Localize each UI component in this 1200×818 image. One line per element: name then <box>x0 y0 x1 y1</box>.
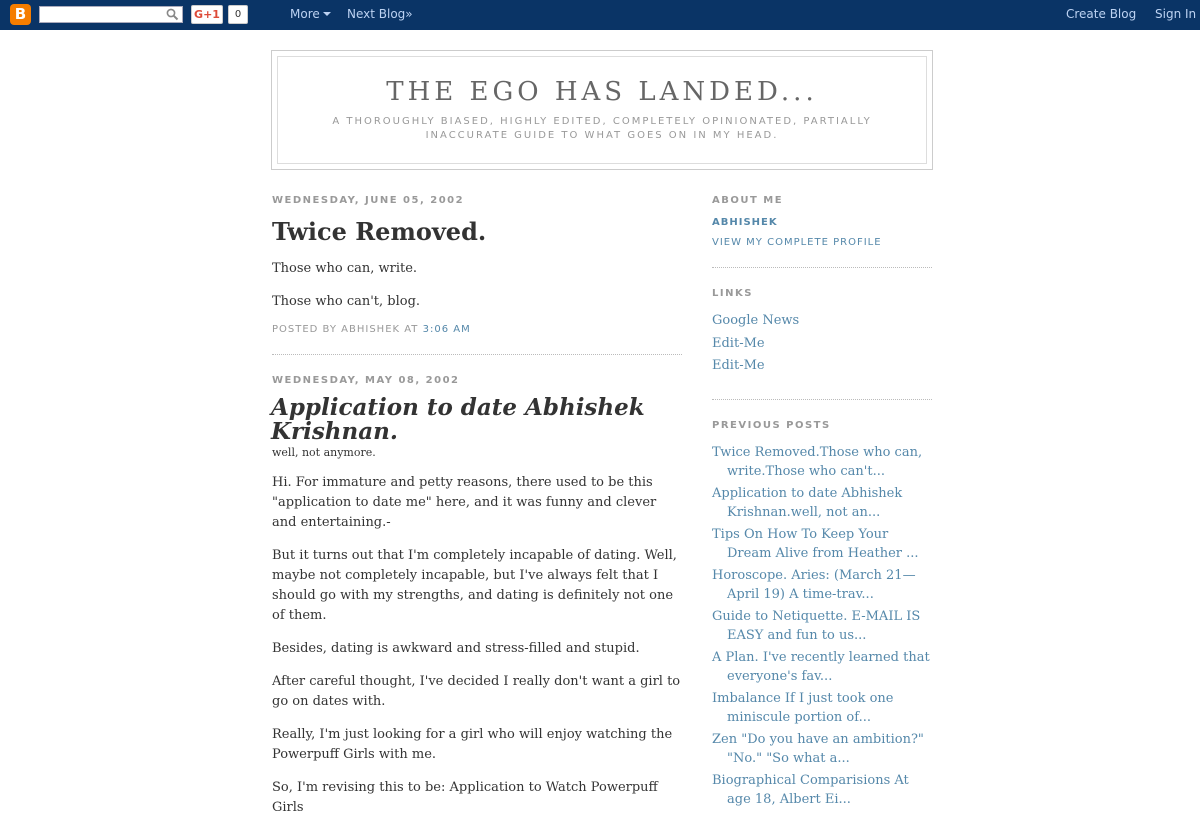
previous-post-link[interactable]: Guide to Netiquette. E-MAIL IS EASY and fun to us... <box>712 608 921 643</box>
google-plus-one-button[interactable]: G+1 <box>191 5 223 24</box>
sign-in-link[interactable]: Sign In <box>1155 7 1197 21</box>
post-body <box>272 446 684 818</box>
profile-name-link[interactable]: ABHISHEK <box>712 217 778 228</box>
post-body <box>272 259 684 312</box>
previous-post-link[interactable]: Biographical Comparisions At age 18, Albert Ei... <box>712 772 909 807</box>
post-paragraph: So, I'm revising this to be: Application to Watch Powerpuff Girls <box>272 780 658 815</box>
view-profile-link[interactable]: VIEW MY COMPLETE PROFILE <box>712 237 882 248</box>
blog-description: A THOROUGHLY BIASED, HIGHLY EDITED, COMPLETELY OPINIONATED, PARTIALLY INACCURATE GUIDE TO WHAT GOES ON IN MY HEAD. <box>332 116 872 141</box>
search-input[interactable] <box>42 7 160 22</box>
sidebar-divider <box>712 399 932 400</box>
link-item <box>712 333 934 356</box>
link-item <box>712 310 934 333</box>
previous-post-item <box>712 484 934 522</box>
search-icon[interactable] <box>166 8 179 21</box>
post-paragraph: Those who can't, blog. <box>272 294 421 309</box>
google-plus-count: 0 <box>228 5 248 24</box>
google-news-link[interactable]: Google News <box>712 313 800 328</box>
post-date: WEDNESDAY, JUNE 05, 2002 <box>272 195 465 206</box>
previous-post-link[interactable]: Horoscope. Aries: (March 21—April 19) A time-trav... <box>712 567 916 602</box>
post-date: WEDNESDAY, MAY 08, 2002 <box>272 375 460 386</box>
post <box>272 396 684 818</box>
previous-post-link[interactable]: Twice Removed.Those who can, write.Those who can't... <box>712 444 923 479</box>
post-divider <box>272 354 682 355</box>
previous-posts-heading: PREVIOUS POSTS <box>712 419 831 431</box>
post-title: Twice Removed. <box>272 217 487 246</box>
post-subtitle: well, not anymore. <box>272 446 376 459</box>
previous-post-item <box>712 730 934 768</box>
sidebar <box>712 195 934 812</box>
previous-post-item <box>712 525 934 563</box>
search-box[interactable] <box>39 6 183 23</box>
previous-post-link[interactable]: Imbalance If I just took one miniscule portion of... <box>712 690 894 725</box>
previous-post-link[interactable]: Application to date Abhishek Krishnan.well, not an... <box>712 485 903 520</box>
caret-down-icon <box>323 12 331 16</box>
previous-post-item <box>712 648 934 686</box>
about-me-heading: ABOUT ME <box>712 195 784 206</box>
post-paragraph: But it turns out that I'm completely incapable of dating. Well, maybe not completely incapable, but I've always felt that I should go with my strengths, and dating is definitely not one of them. <box>272 548 677 623</box>
post-paragraph: Those who can, write. <box>272 261 418 276</box>
previous-post-item <box>712 607 934 645</box>
previous-post-link[interactable]: Tips On How To Keep Your Dream Alive from Heather ... <box>712 526 919 561</box>
sidebar-divider <box>712 267 932 268</box>
post-footer <box>272 324 684 335</box>
more-label: More <box>290 7 320 21</box>
main-column <box>272 195 684 818</box>
previous-post-item <box>712 771 934 809</box>
create-blog-link[interactable]: Create Blog <box>1066 7 1137 21</box>
links-heading: LINKS <box>712 288 753 299</box>
post-paragraph: After careful thought, I've decided I really don't want a girl to go on dates with. <box>272 674 681 709</box>
blog-header <box>271 50 933 170</box>
previous-post-item <box>712 443 934 481</box>
previous-post-link[interactable]: Zen "Do you have an ambition?" "No." "So what a... <box>712 731 924 766</box>
post-title: Application to date Abhishek Krishnan. <box>271 394 645 445</box>
edit-me-link[interactable]: Edit-Me <box>712 358 765 373</box>
edit-me-link[interactable]: Edit-Me <box>712 335 765 351</box>
link-item <box>712 355 934 378</box>
next-blog-link[interactable]: Next Blog» <box>347 7 413 21</box>
post <box>272 218 684 335</box>
previous-post-link[interactable]: A Plan. I've recently learned that everyone's fav... <box>712 649 930 684</box>
links-list <box>712 310 934 378</box>
blogger-logo-icon[interactable]: B <box>10 4 31 25</box>
more-menu-button[interactable] <box>290 7 331 21</box>
blog-title[interactable]: THE EGO HAS LANDED... <box>386 77 818 107</box>
post-paragraph: Besides, dating is awkward and stress-filled and stupid. <box>272 641 640 656</box>
post-paragraph: Hi. For immature and petty reasons, there used to be this "application to date me" here, and it was funny and clever and entertaining.- <box>272 475 657 530</box>
blog-header-inner <box>277 56 927 164</box>
blogger-navbar <box>0 0 1200 30</box>
previous-post-item <box>712 689 934 727</box>
post-time-link[interactable]: 3:06 AM <box>422 324 471 335</box>
previous-posts-list <box>712 443 934 809</box>
post-paragraph: Really, I'm just looking for a girl who will enjoy watching the Powerpuff Girls with me. <box>272 727 673 762</box>
previous-post-item <box>712 566 934 604</box>
post-author-line: POSTED BY ABHISHEK AT <box>272 324 419 335</box>
